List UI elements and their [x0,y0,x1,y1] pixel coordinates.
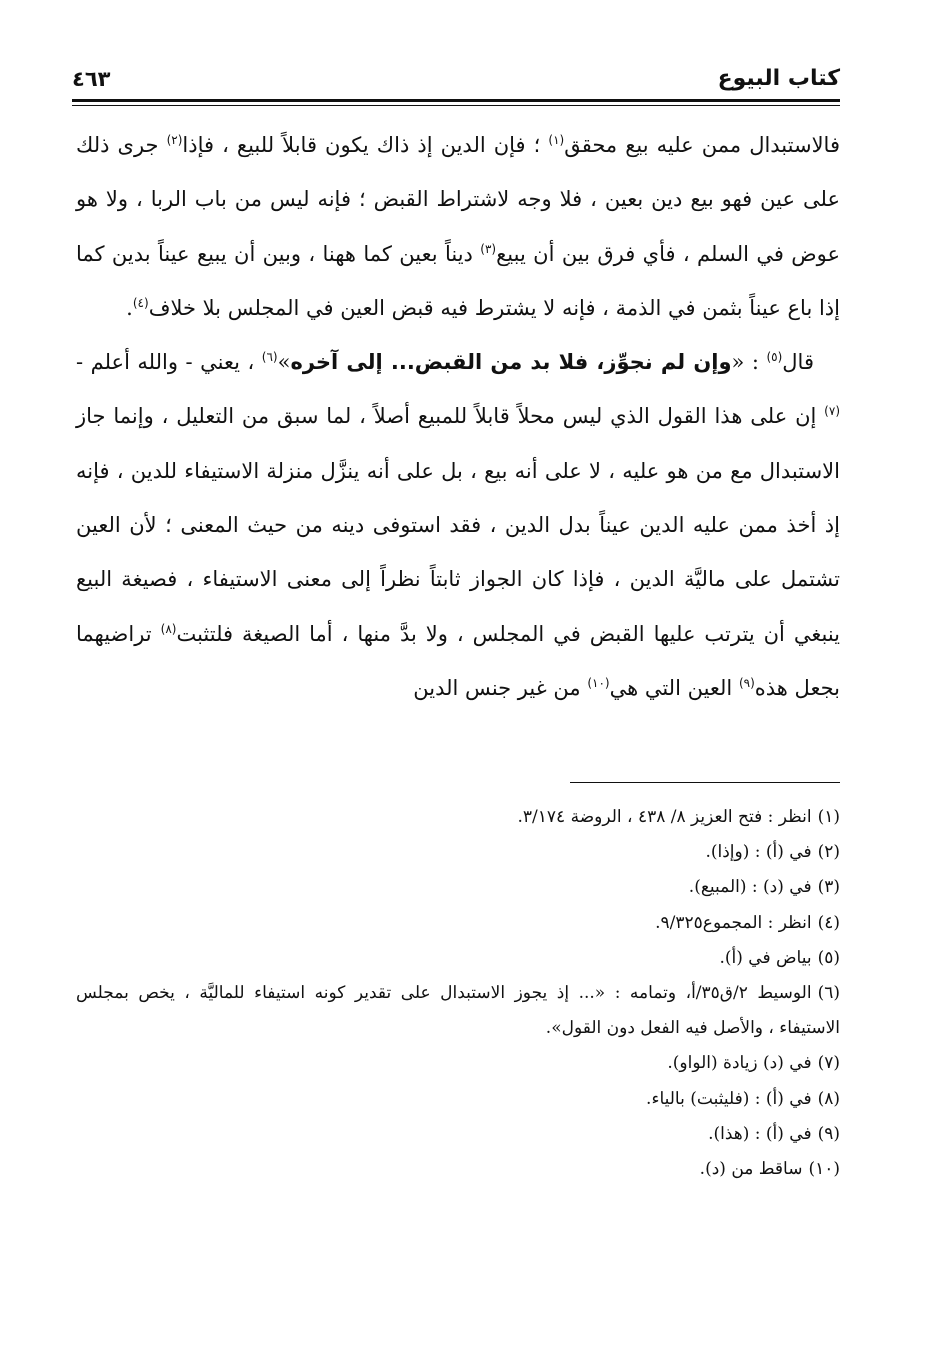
footnote-item [76,835,840,870]
footnote-text: انظر : المجموع٩/٣٢٥. [655,912,812,933]
footnote-ref-8[interactable]: (٨) [160,621,177,636]
footnote-item [76,906,840,941]
text-run: العين التي هي [609,675,739,700]
footnote-item [76,1082,840,1117]
footnote-item [76,941,840,976]
text-run: ؛ فإن الدين إذ ذاك يكون قابلاً للبيع ، فإذا [182,133,549,157]
footnote-number: (٥) [817,947,840,968]
footnote-number: (٣) [817,877,840,898]
chapter-title: كتاب البيوع [717,66,840,91]
footnote-number: (٧) [817,1053,840,1074]
footnote-ref-2[interactable]: (٢) [166,133,183,147]
footnote-item [76,1046,840,1081]
footnote-ref-3[interactable]: (٣) [480,241,497,256]
footnote-text: في (د) زيادة (الواو). [667,1053,812,1074]
text-run: : « [731,350,767,375]
footnote-ref-5[interactable]: (٥) [766,350,783,365]
footnote-item [76,870,840,905]
header-rule [72,99,840,102]
footnote-number: (٦) [817,983,840,1004]
footnote-text: بياض في (أ). [719,947,812,968]
footnote-separator [570,782,840,783]
footnote-ref-9[interactable]: (٩) [738,675,755,690]
text-run: . [126,295,133,320]
footnote-ref-7[interactable]: (٧) [824,404,840,419]
footnote-item [76,800,840,835]
footnote-number: (٢) [817,842,840,863]
text-run: تراضيهما بجعل هذه [76,621,840,700]
text-run: » [277,350,291,375]
footnote-number: (٤) [817,912,840,933]
page-number: ٤٦٣ [72,67,111,91]
footnote-text: في (أ) : (هذا). [708,1123,812,1144]
footnote-number: (٩) [817,1123,840,1144]
footnote-ref-1[interactable]: (١) [548,133,565,147]
text-run: قال [782,350,814,375]
footnote-ref-6[interactable]: (٦) [261,350,278,365]
text-run: ، يعني - والله أعلم - [76,350,262,375]
footnote-text: في (أ) : (وإذا). [705,842,812,863]
footnote-number: (١) [817,807,840,827]
footnote-text: في (د) : (المبيع). [688,877,812,898]
footnote-text: في (أ) : (فليثبت) بالياء. [646,1088,812,1109]
footnote-item [76,1117,840,1152]
header-rule-thin [72,105,840,106]
text-run: فالاستبدال ممن عليه بيع محقق [564,133,840,157]
footnotes-list [76,800,840,1187]
footnote-number: (٨) [817,1088,840,1109]
main-text [76,118,840,715]
text-run: من غير جنس الدين [413,675,588,700]
text-run: جرى ذلك على عين فهو بيع دين بعين ، فلا وجه لاشتراط القبض ؛ فإنه ليس من باب الربا ، ولا هو عوض في السلم ، فأي فرق بين أن يبيع [76,133,841,266]
running-header [72,62,840,96]
footnote-item [76,1152,840,1187]
footnote-ref-4[interactable]: (٤) [132,295,149,310]
paragraph-1 [76,118,840,335]
text-run: إن على هذا القول الذي ليس محلاً قابلاً للمبيع أصلاً ، لما سبق من التعليل ، وإنما جاز الاستبدال مع من هو عليه ، لا على أنه بيع ، بل على أنه ينزَّل منزلة الاستيفاء للدين ، فإنه إذ أخذ ممن عليه الدين عيناً بدل الدين ، فقد استوفى دينه من حيث المعنى ؛ لأن العين تشتمل على ماليَّة الدين ، فإذا كان الجواز ثابتاً نظراً إلى معنى الاستيفاء ، فصيغة البيع ينبغي أن يترتب عليها القبض في المجلس ، ولا بدَّ منها ، أما الصيغة فلتثبت [76,404,840,646]
footnote-item [76,976,840,1046]
quoted-text: وإن لم نجوِّز، فلا بد من القبض... إلى آخره [290,350,732,375]
footnote-text: الوسيط ٢/ق٣٥/أ، وتمامه : «... إذ يجوز الاستبدال على تقدير كونه استيفاء للماليَّة ، يخص بمجلس الاستيفاء ، والأصل فيه الفعل دون القول». [76,983,840,1039]
footnote-text: ساقط من (د). [699,1159,803,1180]
footnote-ref-10[interactable]: (١٠) [587,675,610,690]
footnote-text: انظر : فتح العزيز ٨/ ٤٣٨ ، الروضة ٣/١٧٤. [517,807,812,827]
paragraph-2 [76,335,840,715]
footnote-number: (١٠) [808,1159,840,1180]
text-run: ديناً بعين كما ههنا ، وبين أن يبيع عيناً بدين كما إذا باع عيناً بثمن في الذمة ، فإنه لا يشترط فيه قبض العين في المجلس بلا خلاف [76,241,840,320]
